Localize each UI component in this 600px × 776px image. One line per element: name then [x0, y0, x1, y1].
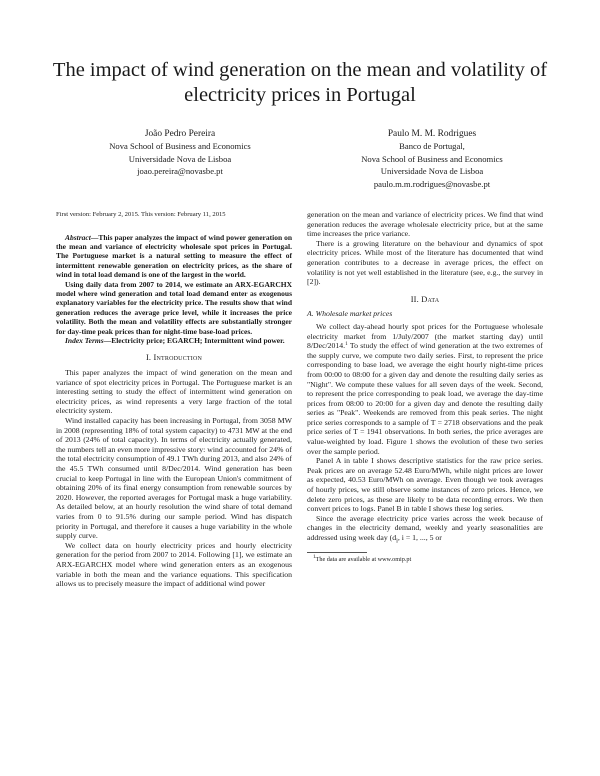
- abstract-paragraph: Using daily data from 2007 to 2014, we estimate an ARX-EGARCHX model where wind generation and total load demand enter as exogenous explanatory variables for the electricity price. The results show that wind generation reduces the average price level, while it increases the price volatility. Both the mean and volatility effects are substantially stronger for day-time peak prices than for night-time base-load prices.: [56, 279, 292, 336]
- body-paragraph: Wind installed capacity has been increasing in Portugal, from 3058 MW in 2008 (representing 18% of total system capacity) to 4731 MW at the end of 2013 (24% of total capacity). In terms of electricity actually generated, the numbers tell an even more impressive story: wind accounted for 24% of the total electricity consumption of 49.1 TWh during 2013, and also 24% of the 45.5 TWh consumed until 8/Dec/2014. Wind generation has been crucial to keep Portugal in line with the European Union's commitment of obtaining 20% of its final energy consumption from renewable sources by 2020. However, the reported averages for Portugal mask a huge variability. As detailed below, at an hourly resolution the wind share of total demand varies from 0 to 91.5% during our sample period. Wind has dispatch priority in Portugal, and therefore it causes a huge variability in the whole supply curve.: [56, 416, 292, 541]
- index-terms-label: Index Terms: [65, 336, 104, 346]
- footnote-rule: [307, 552, 367, 553]
- right-column: [307, 210, 543, 564]
- body-paragraph: Since the average electricity price varies across the week because of changes in the electricity demand, weekly and yearly seasonalities are addressed using week day ($d_i$, i = 1, ..., 5 or: [307, 513, 543, 545]
- author-block-2: [312, 128, 552, 190]
- author-affiliation: Nova School of Business and Economics: [109, 141, 251, 152]
- footnote: $^1$The data are available at www.omip.pt: [313, 554, 412, 564]
- author-email: joao.pereira@novasbe.pt: [137, 166, 223, 177]
- left-column: [56, 210, 292, 589]
- footnote-marker[interactable]: 1: [345, 341, 348, 348]
- version-dates: First version: February 2, 2015. This version: February 11, 2015: [56, 211, 226, 218]
- author-name: Paulo M. M. Rodrigues: [387, 129, 477, 139]
- section-heading: II. Data: [410, 294, 440, 304]
- body-paragraph: generation on the mean and variance of electricity prices. We find that wind generation reduces the average wholesale electricity price, but at the same time increases the price variance.: [307, 210, 543, 239]
- paper-title: The impact of wind generation on the mean and volatility of electricity prices in Portugal: [52, 59, 548, 106]
- body-paragraph: There is a growing literature on the behaviour and dynamics of spot electricity prices. While most of the literature has documented that wind generation contributes to a decrease in average prices, the effect on volatility is not yet well established in the literature (see, e.g., the survey in [2]).: [307, 238, 543, 287]
- abstract-paragraph: This paper analyzes the impact of wind power generation on the mean and variance of electricity wholesale spot prices in Portugal. The Portuguese market is a natural setting to measure the effect of intermittent renewable generation on electricity prices, as the share of wind in total load demand is one of the largest in the world.: [56, 232, 292, 280]
- body-paragraph: Panel A in table I shows descriptive statistics for the raw price series. Peak prices are on average 52.48 Euro/MWh, while night prices are lower as expected, 40.53 Euro/MWh on average. Even though we took averages of hourly prices, we still observe some instances of zero prices. Hence, we delete zero prices, as these are likely to be data recording errors. We then convert prices to logs. Panel B in table I shows these log series.: [307, 456, 543, 514]
- body-paragraph: We collect day-ahead hourly spot prices for the Portuguese wholesale electricity market from 1/July/2007 (the market starting day) until 8/Dec/2014.$^1$ To study the effect of wind generation at the two extremes of the supply curve, we compute two daily series. First, to represent the price corresponding to base load, we average the eight hourly night-time prices from 00:00 to 08:00 for a given day and denote the resulting daily series as "Night". We compute these values for all seven days of the week. Second, to represent the price corresponding to peak load, we average the day-time prices from 08:00 to 20:00 for a given day and denote the resulting daily series as "Peak". Weekends are removed from this peak series. The night price series corresponds to a sample of T = 2718 observations and the peak price series of T = 1941 observations. In both series, the price averages are value-weighted by load. Figure 1 shows the evolution of these two series over the sample period.: [307, 321, 543, 456]
- author-affiliation: Universidade Nova de Lisboa: [128, 153, 232, 164]
- subsection-heading: A. Wholesale market prices: [307, 309, 393, 319]
- author-name: João Pedro Pereira: [144, 129, 216, 139]
- author-email: paulo.m.m.rodrigues@novasbe.pt: [373, 178, 491, 189]
- body-paragraph: We collect data on hourly electricity prices and hourly electricity generation for the period from 2007 to 2014. Following [1], we estimate an ARX-EGARCHX model where wind generation enters as an exogenous variable in both the mean and the variance equations. This specification allows us to precisely measure the impact of additional wind power: [56, 540, 292, 589]
- body-paragraph: This paper analyzes the impact of wind generation on the mean and variance of spot electricity prices in Portugal. The Portuguese market is an interesting setting to study the effect of intermittent wind generation on electricity prices, as wind represents a very large fraction of the total electricity system.: [56, 368, 292, 416]
- author-affiliation: Banco de Portugal,: [399, 141, 465, 152]
- index-terms: Electricity price; EGARCH; Intermittent wind power.: [111, 336, 285, 346]
- section-heading: I. Introduction: [145, 353, 203, 363]
- abstract: Abstract—This paper analyzes the impact of wind power generation on the mean and variance of electricity wholesale spot prices in Portugal. The Portuguese market is a natural setting to measure the effect of intermittent renewable generation on electricity prices, as the share of wind in total load demand is one of the largest in the world. Using daily data from 2007 to 2014, we estimate an ARX-EGARCHX model where wind generation and total load demand enter as exogenous explanatory variables for the electricity price. The results show that wind generation reduces the average price level, while it increases the price volatility. Both the mean and volatility effects are substantially stronger for day-time peak prices than for night-time base-load prices. Index Terms—Electricity price; EGARCH; Intermittent wind power.: [56, 232, 292, 346]
- author-affiliation: Nova School of Business and Economics: [361, 153, 503, 164]
- author-block-1: [60, 128, 300, 178]
- author-affiliation: Universidade Nova de Lisboa: [380, 166, 484, 177]
- abstract-label: Abstract: [65, 232, 91, 242]
